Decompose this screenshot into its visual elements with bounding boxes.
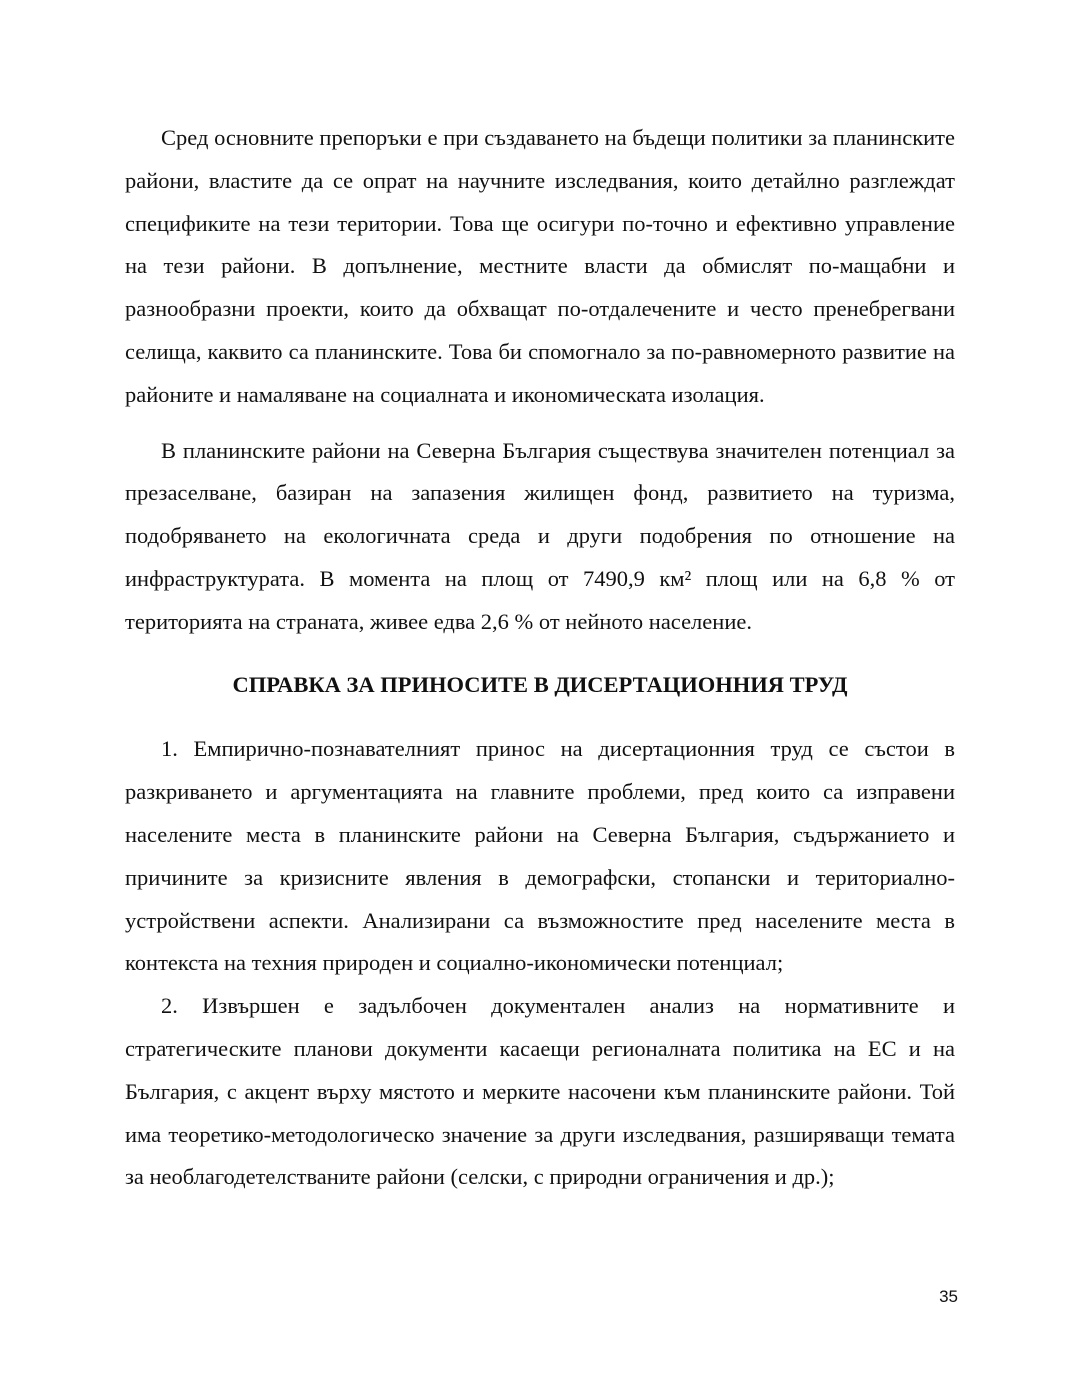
body-paragraph: Сред основните препоръки е при създаването на бъдещи политики за планинските райони, властите да се опрат на научните изследвания, които детайлно разглеждат спецификите на тези територии. Това ще осигури по-точно и ефективно управление на тези райони. В допълнение, местните власти да обмислят по-мащабни и разнообразни проекти, които да обхващат по-отдалечените и често пренебрегвани селища, каквито са планинските. Това би спомогнало за по-равномерното развитие на районите и намаляване на социалната и икономическата изолация. [125,125,955,407]
section-heading: СПРАВКА ЗА ПРИНОСИТЕ В ДИСЕРТАЦИОННИЯ ТРУД [232,671,848,697]
page-number: 35 [939,1287,958,1306]
list-item [125,728,955,985]
list-item [125,985,955,1199]
document-page [125,117,955,1199]
contribution-text: 1. Емпирично-познавателният принос на дисертационния труд се състои в разкриването и аргументацията на главните проблеми, пред които са изправени населените места в планинските райони на Северна България, съдържанието и причините за кризисните явления в демографски, стопански и териториално-устройствени аспекти. Анализирани са възможностите пред населените места в контекста на техния природен и социално-икономически потенциал; [125,736,955,976]
body-paragraph: В планинските райони на Северна България съществува значителен потенциал за презаселване, базиран на запазения жилищен фонд, развитието на туризма, подобряването на екологичната среда и други подобрения по отношение на инфраструктурата. В момента на площ от 7490,9 км² площ или на 6,8 % от територията на страната, живее едва 2,6 % от нейното население. [125,437,955,634]
contributions-list [125,728,955,1199]
contribution-text: 2. Извършен е задълбочен документален анализ на нормативните и стратегическите планови документи касаещи регионалната политика на ЕС и на България, с акцент върху мястото и мерките насочени към планинските райони. Той има теоретико-методологическо значение за други изследвания, разширяващи темата за необлагодетелстваните райони (селски, с природни ограничения и др.); [125,993,955,1190]
